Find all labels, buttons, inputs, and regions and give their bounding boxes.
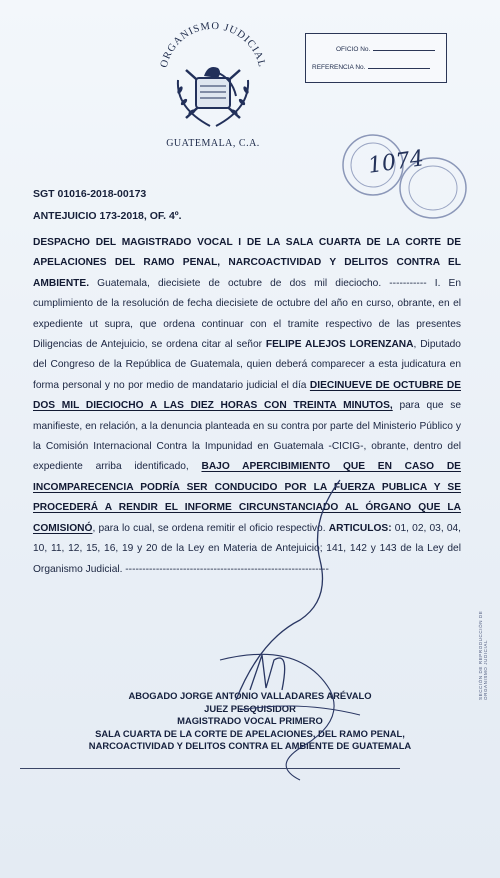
oficio-field	[336, 44, 435, 53]
referencia-label: REFERENCIA No.	[312, 64, 366, 71]
paragraph-4: , para lo cual, se ordena remitir el oficio respectivo.	[92, 522, 326, 534]
despacho-heading: DESPACHO DEL MAGISTRADO VOCAL I DE LA SALA CUARTA DE LA CORTE DE APELACIONES DEL RAMO PENAL, NARCOACTIVIDAD Y DELITOS CONTRA EL AMBIENTE.	[33, 237, 461, 289]
articulos-label: ARTICULOS:	[328, 522, 392, 534]
cited-person-name: FELIPE ALEJOS LORENZANA	[265, 339, 414, 351]
date-line: Guatemala, diecisiete de octubre de dos mil dieciocho. -----------	[97, 277, 427, 289]
signer-name: ABOGADO JORGE ANTONIO VALLADARES ARÉVALO	[128, 690, 372, 701]
judicial-seal	[148, 8, 278, 153]
oficio-label: OFICIO No.	[336, 46, 371, 53]
resolution-body	[33, 233, 461, 580]
hearing-date: DIECINUEVE DE OCTUBRE DE DOS MIL DIECIOCHO A LAS DIEZ HORAS CON TREINTA MINUTOS,	[33, 379, 461, 412]
warning-text: BAJO APERCIBIMIENTO QUE EN CASO DE INCOMPARECENCIA PODRÍA SER CONDUCIDO POR LA FUERZA PUBLICA Y SE PROCEDERÁ A RENDIR EL INFORME CIRCUNSTANCIADO AL ÓRGANO QUE LA COMISIONÓ	[33, 461, 461, 534]
paragraph-2: , Diputado del Congreso de la República de Guatemala, quien deberá comparecer a esta judicatura en forma personal y no por medio de mandatario judicial el día	[33, 339, 461, 391]
court-line-2: NARCOACTIVIDAD Y DELITOS CONTRA EL AMBIENTE DE GUATEMALA	[88, 740, 412, 751]
side-watermark-text: SECCIÓN DE REPRODUCCIÓN DE ORGANISMO JUDICIAL	[478, 610, 488, 700]
articulos-list: 01, 02, 03, 04, 10, 11, 12, 15, 16, 19 y 20 de la Ley en Materia de Antejuicio; 141, 142 y 143 de la Ley del Organismo Judicial. ------------------------------------------------------------	[33, 522, 462, 575]
seal-arc-text: ORGANISMO JUDICIAL	[158, 20, 268, 69]
paragraph-1: I. En cumplimiento de la resolución de fecha diecisiete de octubre del año en curso, obrante, en el expediente ut supra, que ordena continuar con el tramite respectivo de las presentes Diligencias de Antejuicio, se ordena citar al señor	[33, 277, 461, 351]
reference-box	[305, 33, 447, 83]
bottom-rule	[20, 768, 400, 769]
circular-stamp-icon	[338, 130, 468, 225]
svg-text:ORGANISMO JUDICIAL	[159, 21, 268, 69]
signer-role-1: JUEZ PESQUISIDOR	[204, 702, 296, 714]
referencia-field	[312, 62, 430, 71]
signature-block	[40, 690, 460, 753]
coat-of-arms-icon	[148, 8, 278, 138]
seal-caption: GUATEMALA, C.A.	[166, 138, 260, 149]
signer-role-2: MAGISTRADO VOCAL PRIMERO	[177, 715, 323, 726]
case-sgt: SGT 01016-2018-00173	[33, 188, 147, 200]
court-line-1: SALA CUARTA DE LA CORTE DE APELACIONES, DEL RAMO PENAL,	[95, 727, 405, 739]
handwritten-number: 1074	[366, 146, 426, 179]
paragraph-3: para que se manifieste, en relación, a la denuncia planteada en su contra por parte del Ministerio Público y la Comisión Internacional Contra la Impunidad en Guatemala -CICIG-, obrante, dentro del expediente arriba identificado,	[33, 400, 461, 473]
case-antejuicio: ANTEJUICIO 173-2018, OF. 4º.	[33, 210, 182, 222]
